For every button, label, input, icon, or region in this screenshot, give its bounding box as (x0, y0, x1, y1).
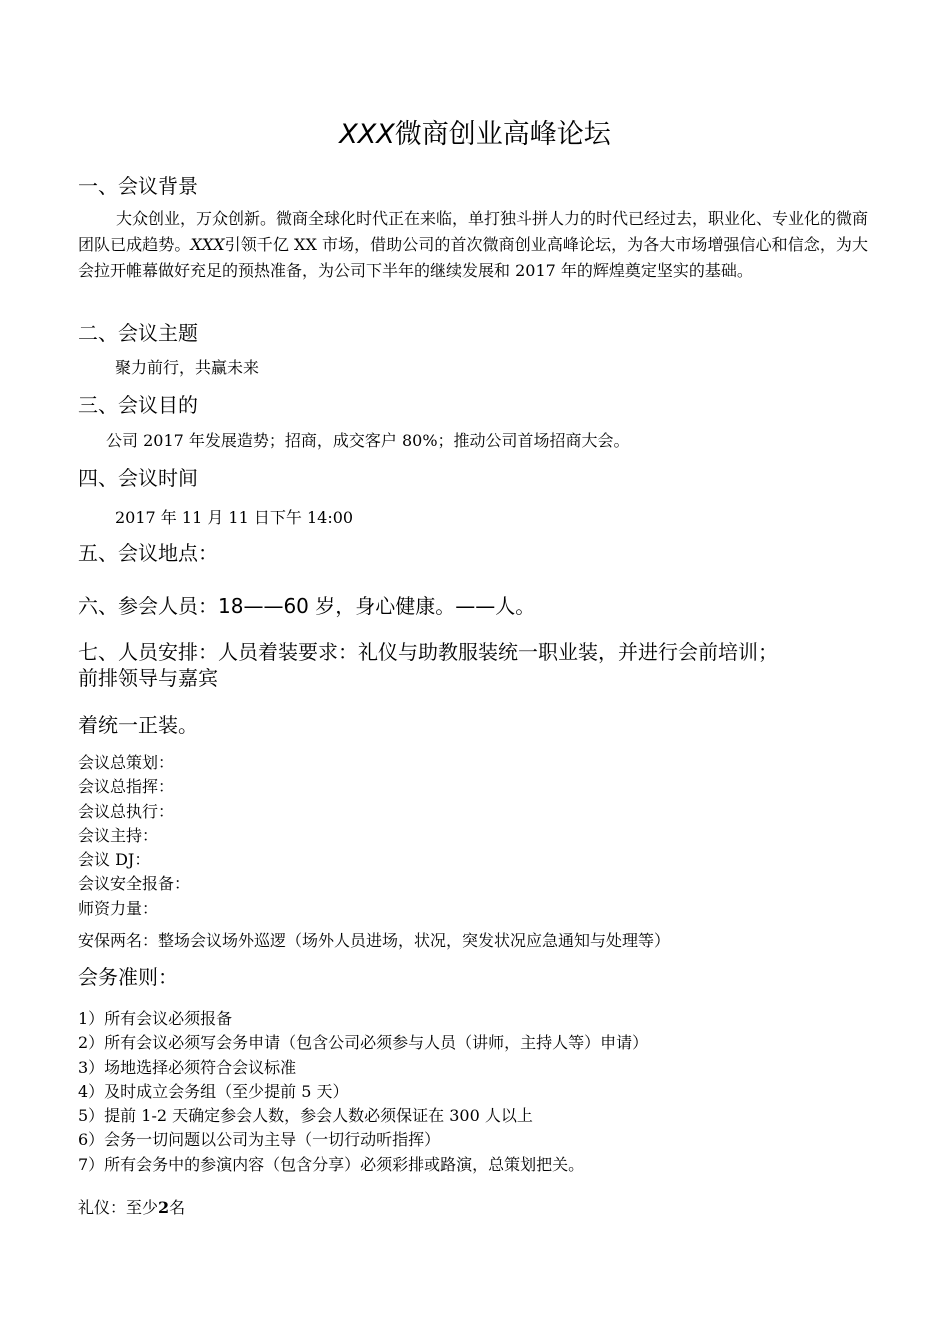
rules-list (78, 1007, 648, 1177)
title-brand: XXX (339, 119, 395, 150)
role-planner: 会议总策划： (78, 753, 175, 772)
role-dj: 会议 DJ： (78, 850, 151, 870)
background-text-2: 引领千亿 XX 市场，借助公司的首次微商创业高峰论坛，为各大市场增强信心和信念，为大会拉开帷幕做好充足的预热准备，为公司下半年的继续发展和 2017 年的辉煌奠定坚实的基础。 (78, 235, 868, 280)
rules-heading: 会务准则： (78, 965, 178, 989)
etiquette-label: 礼仪：至少 (78, 1198, 159, 1217)
heading-purpose: 三、会议目的 (78, 393, 198, 417)
page-title (0, 112, 950, 151)
rule-item: 2）所有会议必须写会务申请（包含公司必须参与人员（讲师，主持人等）申请） (78, 1033, 649, 1053)
etiquette-count: 2 (158, 1198, 170, 1217)
background-paragraph (78, 206, 868, 284)
rule-item: 4）及时成立会务组（至少提前 5 天） (78, 1081, 349, 1101)
role-security-filing: 会议安全报备： (78, 874, 191, 894)
heading-time: 四、会议时间 (78, 466, 198, 490)
etiquette-line (78, 1195, 185, 1218)
background-text-1: 大众创业，万众创新。微商全球化时代正在来临，单打独斗拼人力的时代已经过去，职业化、专业化的微商团队已成趋势。 (78, 209, 869, 254)
rule-item: 3）场地选择必须符合会议标准 (78, 1057, 297, 1077)
theme-text: 聚力前行，共赢未来 (115, 358, 260, 377)
arrangement-line-1: 七、人员安排：人员着装要求：礼仪与助教服装统一职业装，并进行会前培训； (78, 640, 778, 664)
heading-location: 五、会议地点： (78, 541, 218, 565)
title-text: 微商创业高峰论坛 (394, 119, 611, 150)
heading-background: 一、会议背景 (78, 174, 198, 198)
rule-item: 6）会务一切问题以公司为主导（一切行动听指挥） (78, 1130, 441, 1150)
purpose-text: 公司 2017 年发展造势；招商，成交客户 80%；推动公司首场招商大会。 (106, 431, 630, 450)
arrangement-line-2: 前排领导与嘉宾 (78, 666, 218, 690)
arrangement-line-3: 着统一正装。 (78, 713, 198, 737)
etiquette-unit: 名 (169, 1198, 186, 1217)
role-executor: 会议总执行： (78, 801, 175, 821)
rule-item: 1）所有会议必须报备 (78, 1009, 233, 1028)
role-faculty: 师资力量： (78, 898, 159, 918)
time-text: 2017 年 11 月 11 日下午 14:00 (115, 508, 354, 527)
attendees-line: 六、参会人员：18——60 岁，身心健康。——人。 (78, 594, 536, 618)
background-brand: XXX (190, 235, 225, 254)
role-director: 会议总指挥： (78, 777, 175, 797)
rule-item: 7）所有会务中的参演内容（包含分享）必须彩排或路演，总策划把关。 (78, 1154, 585, 1174)
heading-theme: 二、会议主题 (78, 321, 198, 345)
rule-item: 5）提前 1-2 天确定参会人数，参会人数必须保证在 300 人以上 (78, 1106, 533, 1126)
security-line: 安保两名：整场会议场外巡逻（场外人员进场，状况，突发状况应急通知与处理等） (78, 931, 671, 950)
role-host: 会议主持： (78, 825, 159, 845)
roles-list (78, 751, 190, 921)
